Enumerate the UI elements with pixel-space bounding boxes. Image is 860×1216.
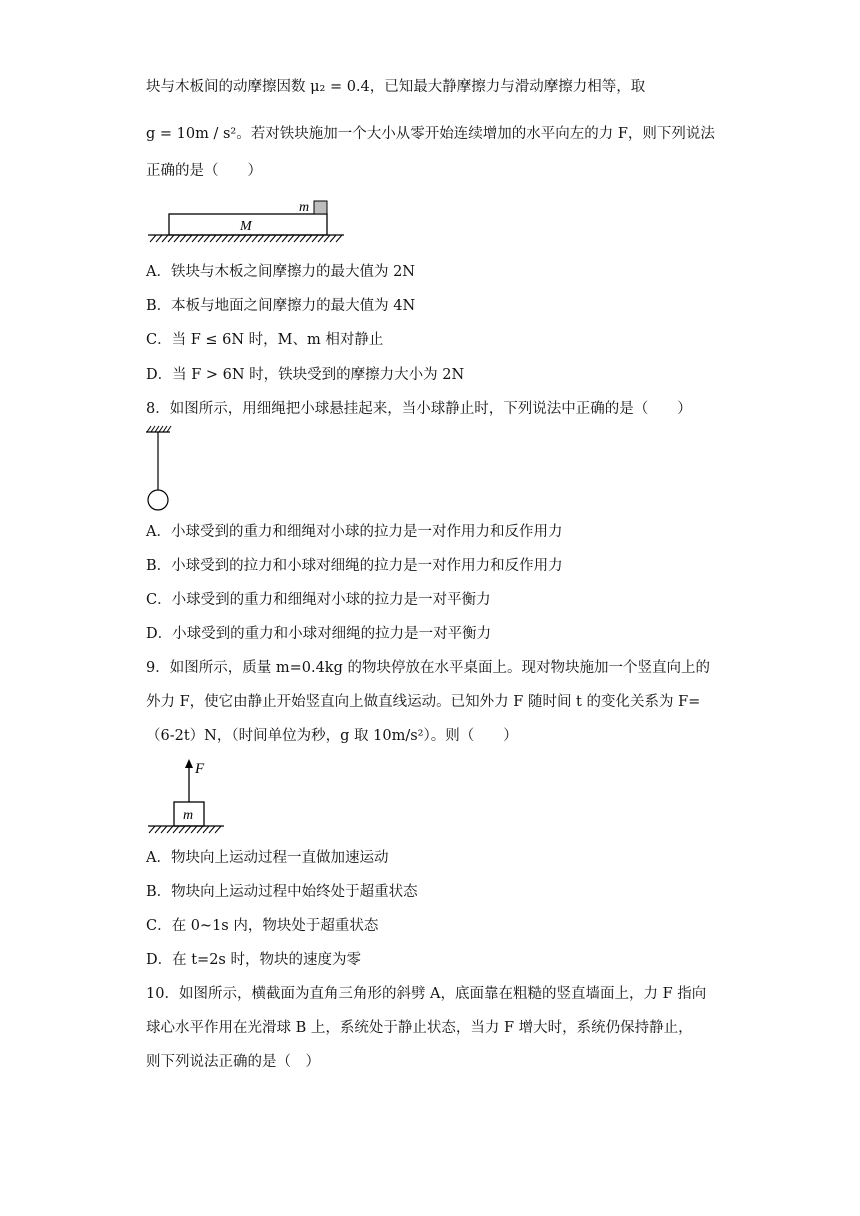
q7-option-a: A．铁块与木板之间摩擦力的最大值为 2N — [146, 264, 415, 280]
ground-hatching — [150, 235, 342, 242]
q8-pendulum-figure — [144, 424, 184, 514]
label-M: M — [240, 219, 252, 234]
q7-option-b: B．本板与地面之间摩擦力的最大值为 4N — [146, 298, 416, 314]
ground-hatching — [149, 826, 221, 833]
q9-stem-line-2: 外力 F，使它由静止开始竖直向上做直线运动。已知外力 F 随时间 t 的变化关系为 F= — [146, 694, 701, 710]
q10-stem-line-3: 则下列说法正确的是（ ） — [146, 1054, 320, 1070]
q7-stem-line-2: g = 10m / s²。若对铁块施加一个大小从零开始连续增加的水平向左的力 F，则下列说法 — [146, 126, 715, 142]
q9-option-d: D．在 t=2s 时，物块的速度为零 — [146, 952, 361, 968]
q9-stem-line-3: （6-2t）N，（时间单位为秒，g 取 10m/s²）。则（ ） — [146, 728, 518, 744]
q10-stem-line-2: 球心水平作用在光滑球 B 上，系统处于静止状态，当力 F 增大时，系统仍保持静止， — [146, 1020, 693, 1036]
arrow-up-icon — [185, 759, 193, 768]
q8-option-d: D．小球受到的重力和小球对细绳的拉力是一对平衡力 — [146, 626, 492, 642]
q9-option-b: B．物块向上运动过程中始终处于超重状态 — [146, 884, 418, 900]
label-F: F — [195, 761, 205, 777]
label-m: m — [299, 200, 310, 215]
q9-stem-line-1: 9．如图所示，质量 m=0.4kg 的物块停放在水平桌面上。现对物块施加一个竖直向上的 — [146, 660, 710, 676]
q9-option-a: A．物块向上运动过程一直做加速运动 — [146, 850, 389, 866]
q8-stem: 8．如图所示，用细绳把小球悬挂起来，当小球静止时，下列说法中正确的是（ ） — [146, 401, 692, 417]
q9-block-force-figure — [146, 756, 228, 838]
ceiling-hatching — [147, 426, 171, 432]
q7-option-d: D．当 F > 6N 时，铁块受到的摩擦力大小为 2N — [146, 367, 465, 383]
q7-block-board-figure — [146, 196, 348, 246]
q8-option-a: A．小球受到的重力和细绳对小球的拉力是一对作用力和反作用力 — [146, 524, 563, 540]
q7-stem-line-3: 正确的是（ ） — [146, 163, 262, 179]
q8-option-c: C．小球受到的重力和细绳对小球的拉力是一对平衡力 — [146, 592, 491, 608]
q10-stem-line-1: 10．如图所示，横截面为直角三角形的斜劈 A，底面靠在粗糙的竖直墙面上，力 F 指向 — [146, 986, 707, 1002]
label-m: m — [183, 808, 194, 823]
q8-option-b: B．小球受到的拉力和小球对细绳的拉力是一对作用力和反作用力 — [146, 558, 563, 574]
q7-stem-line-1: 块与木板间的动摩擦因数 μ₂ = 0.4，已知最大静摩擦力与滑动摩擦力相等，取 — [146, 79, 646, 95]
q7-option-c: C．当 F ≤ 6N 时，M、m 相对静止 — [146, 332, 384, 348]
q9-option-c: C．在 0~1s 内，物块处于超重状态 — [146, 918, 379, 934]
